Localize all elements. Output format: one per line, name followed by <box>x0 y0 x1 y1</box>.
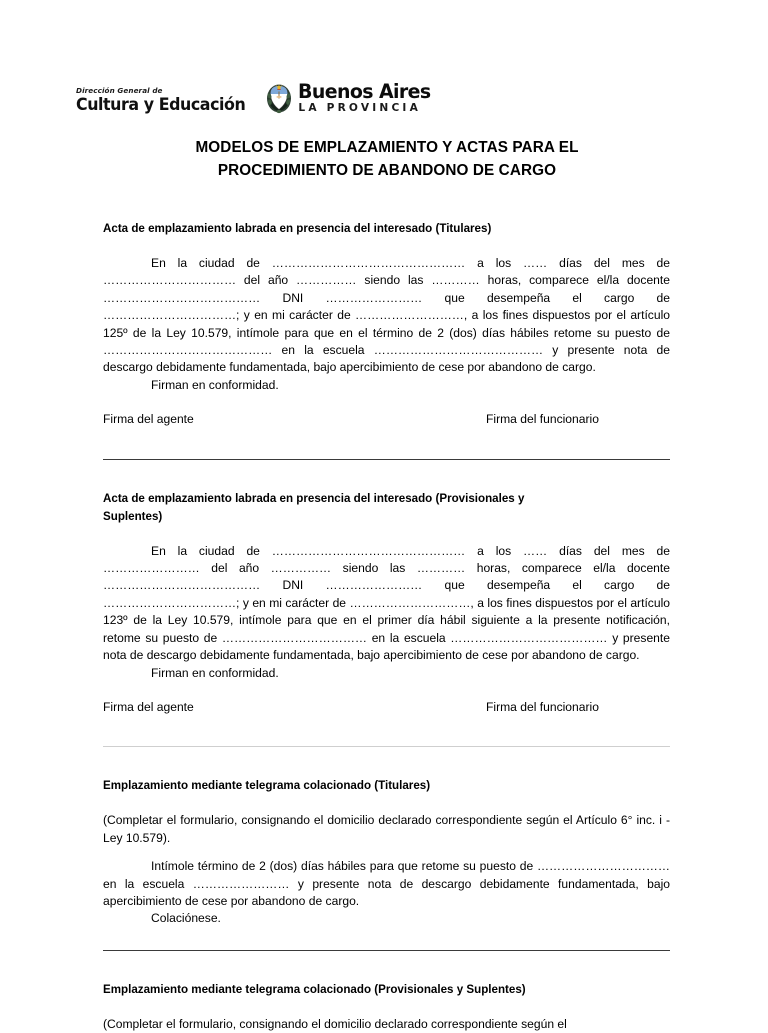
direccion-general-label: Dirección General de <box>76 86 163 96</box>
signature-agent-label-2: Firma del agente <box>103 699 194 714</box>
document-body <box>103 220 670 1031</box>
section-note-telegrama-provisionales: (Completar el formulario, consignando el domicilio declarado correspondiente según el <box>103 1016 567 1031</box>
section-closing-acta-titulares: Firman en conformidad. <box>151 377 279 392</box>
la-provincia-label: LA PROVINCIA <box>298 101 421 114</box>
document-title-line-2: PROCEDIMIENTO DE ABANDONO DE CARGO <box>217 162 557 179</box>
provincia-crest-icon <box>266 83 292 113</box>
section-telegrama-titulares <box>103 777 670 950</box>
section-divider-1 <box>103 459 670 460</box>
signature-official-label: Firma del funcionario <box>486 412 599 427</box>
section-body-acta-provisionales: En la ciudad de ………………………………………… a los …… días del mes de …………………… del año …………… siendo las ………… horas, comparece el/la docente ………………………………… DNI …………………… que desempeña el cargo de ……………………………; y en mi carácter de …………………………, a los fines dispuestos por el artículo 123º de la Ley 10.579, intímole para que en el primer día hábil siguiente a la presente notificación, retome su puesto de ……………………………… en la escuela ………………………………… y presente nota de descargo debidamente fundamentada, bajo apercibimiento de cese por abandono de cargo. <box>103 543 670 663</box>
section-heading-acta-titulares: Acta de emplazamiento labrada en presencia del interesado (Titulares) <box>103 222 492 235</box>
buenos-aires-logo <box>266 82 435 113</box>
section-closing-telegrama-titulares: Colaciónese. <box>151 911 221 926</box>
signature-row-acta-provisionales <box>103 699 670 716</box>
section-note-telegrama-titulares: (Completar el formulario, consignando el domicilio declarado correspondiente según el Artículo 6° inc. i - Ley 10.579). <box>103 813 670 845</box>
document-title-line-1: MODELOS DE EMPLAZAMIENTO Y ACTAS PARA EL <box>195 139 579 156</box>
section-acta-titulares <box>103 220 670 460</box>
direccion-general-cultura-educacion-logo <box>76 87 252 113</box>
section-heading-telegrama-provisionales: Emplazamiento mediante telegrama colacionado (Provisionales y Suplentes) <box>103 982 526 996</box>
section-closing-acta-provisionales: Firman en conformidad. <box>151 665 279 680</box>
section-acta-provisionales-suplentes <box>103 490 670 748</box>
section-heading-acta-provisionales-line-1: Acta de emplazamiento labrada en presencia del interesado (Provisionales y <box>103 491 525 505</box>
buenos-aires-label: Buenos Aires <box>298 80 431 103</box>
section-heading-telegrama-titulares: Emplazamiento mediante telegrama colacionado (Titulares) <box>103 779 431 793</box>
section-divider-2 <box>103 746 670 747</box>
cultura-y-educacion-label: Cultura y Educación <box>76 94 246 114</box>
section-heading-acta-provisionales-line-2: Suplentes) <box>103 509 163 523</box>
section-body-acta-titulares: En la ciudad de ………………………………………… a los …… días del mes de …………………………… del año …………… siendo las ………… horas, comparece el/la docente ………………………………… DNI …………………… que desempeña el cargo de ……………………………; y en mi carácter de ………………………, a los fines dispuestos por el artículo 125º de la Ley 10.579, intímole para que en el término de 2 (dos) días hábiles retome su puesto de …………………………………… en la escuela …………………………………… y presente nota de descargo debidamente fundamentada, bajo apercibimiento de cese por abandono de cargo. <box>103 256 670 375</box>
document-header-logos <box>76 82 435 113</box>
clipped-text-region <box>103 1016 670 1031</box>
signature-official-label-2: Firma del funcionario <box>486 699 599 714</box>
signature-row-acta-titulares <box>103 411 670 428</box>
section-body-telegrama-titulares: Intímole término de 2 (dos) días hábiles para que retome su puesto de …………………………… en la escuela …………………… y presente nota de descargo debidamente fundamentada, bajo apercibimiento de cese por abandono de cargo. <box>103 859 670 908</box>
document-title <box>104 136 670 182</box>
signature-agent-label: Firma del agente <box>103 412 194 427</box>
section-telegrama-provisionales-suplentes <box>103 981 670 1031</box>
section-divider-3 <box>103 950 670 951</box>
